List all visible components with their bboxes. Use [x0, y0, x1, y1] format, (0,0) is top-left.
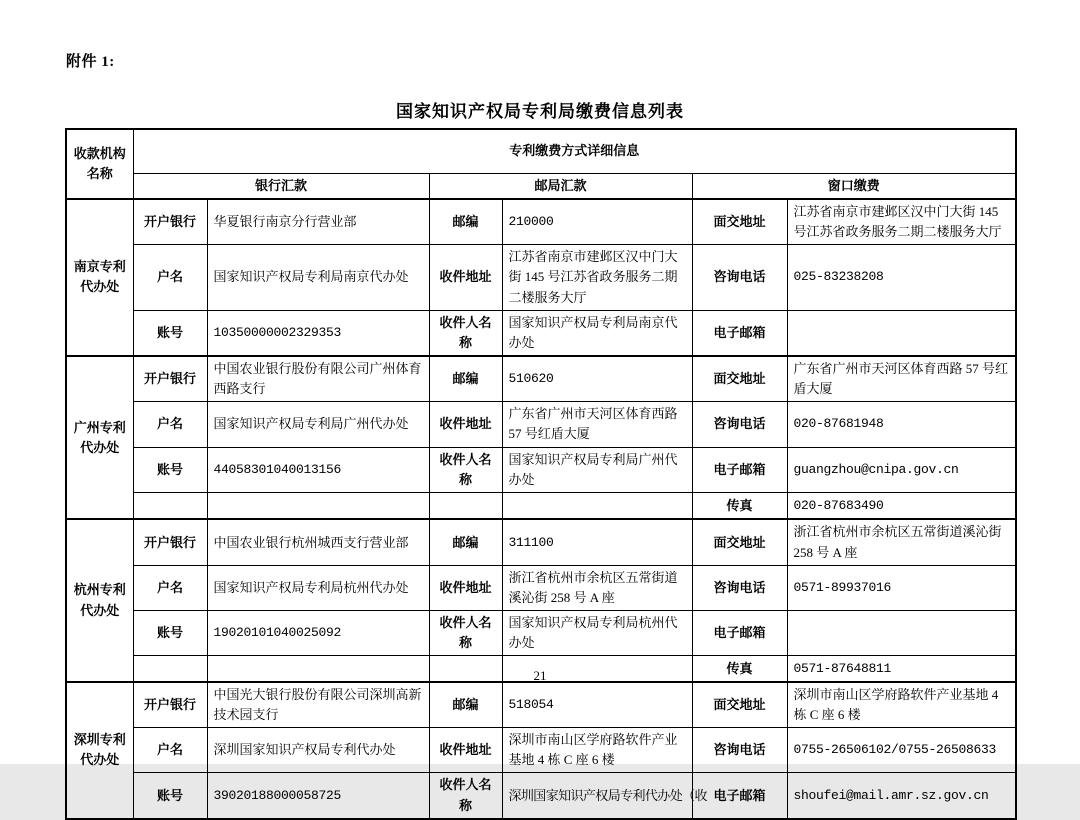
window-value-cell — [787, 611, 1016, 656]
post-value-cell: 国家知识产权局专利局南京代办处 — [502, 310, 692, 356]
post-label-cell: 收件地址 — [429, 565, 502, 610]
bank-value-cell: 深圳国家知识产权局专利代办处 — [207, 728, 429, 773]
payment-info-table — [65, 128, 1017, 820]
bank-label-cell: 户名 — [133, 565, 207, 610]
window-label-cell: 电子邮箱 — [692, 611, 787, 656]
bank-value-cell: 华夏银行南京分行营业部 — [207, 199, 429, 245]
post-value-cell: 国家知识产权局专利局广州代办处 — [502, 447, 692, 492]
header-bank-remit: 银行汇款 — [133, 173, 429, 199]
office-name-nanjing: 南京专利 代办处 — [66, 199, 133, 356]
window-value-cell: shoufei@mail.amr.sz.gov.cn — [787, 773, 1016, 819]
window-label-cell: 咨询电话 — [692, 565, 787, 610]
bank-label-cell: 开户银行 — [133, 519, 207, 565]
office-name-guangzhou: 广州专利 代办处 — [66, 356, 133, 519]
post-label-cell: 收件人名称 — [429, 773, 502, 819]
window-value-cell: 浙江省杭州市余杭区五常街道溪沁街 258 号 A 座 — [787, 519, 1016, 565]
post-label-cell: 收件人名称 — [429, 611, 502, 656]
window-value-cell: 0571-87648811 — [787, 656, 1016, 682]
post-value-cell: 国家知识产权局专利局杭州代办处 — [502, 611, 692, 656]
table-row — [66, 519, 1016, 565]
post-value-cell: 深圳国家知识产权局专利代办处（收 — [502, 773, 692, 819]
window-value-cell: 020-87681948 — [787, 402, 1016, 447]
window-label-cell: 咨询电话 — [692, 402, 787, 447]
window-value-cell: 020-87683490 — [787, 492, 1016, 519]
table-row — [66, 356, 1016, 402]
bank-value-cell: 中国农业银行股份有限公司广州体育西路支行 — [207, 356, 429, 402]
post-value-cell: 江苏省南京市建邺区汉中门大街 145 号江苏省政务服务二期二楼服务大厅 — [502, 245, 692, 310]
bank-value-cell: 中国光大银行股份有限公司深圳高新技术园支行 — [207, 682, 429, 728]
post-value-cell: 311100 — [502, 519, 692, 565]
window-value-cell: 0571-89937016 — [787, 565, 1016, 610]
page-title: 国家知识产权局专利局缴费信息列表 — [396, 102, 684, 121]
table-row — [66, 199, 1016, 245]
bank-label-cell: 账号 — [133, 447, 207, 492]
post-label-cell: 收件地址 — [429, 245, 502, 310]
window-value-cell: 025-83238208 — [787, 245, 1016, 310]
window-label-cell: 咨询电话 — [692, 245, 787, 310]
window-value-cell — [787, 310, 1016, 356]
bank-label-cell: 账号 — [133, 611, 207, 656]
bank-label-cell: 账号 — [133, 310, 207, 356]
bank-value-cell — [207, 492, 429, 519]
window-value-cell: 0755-26506102/0755-26508633 — [787, 728, 1016, 773]
bank-value-cell: 国家知识产权局专利局广州代办处 — [207, 402, 429, 447]
bank-value-cell: 中国农业银行杭州城西支行营业部 — [207, 519, 429, 565]
bank-value-cell: 39020188000058725 — [207, 773, 429, 819]
post-value-cell: 510620 — [502, 356, 692, 402]
bank-value-cell: 国家知识产权局专利局南京代办处 — [207, 245, 429, 310]
table-row — [66, 310, 1016, 356]
post-label-cell: 收件地址 — [429, 402, 502, 447]
bank-label-cell — [133, 492, 207, 519]
post-value-cell: 518054 — [502, 682, 692, 728]
header-payment-detail: 专利缴费方式详细信息 — [133, 129, 1016, 173]
bank-label-cell: 户名 — [133, 728, 207, 773]
bank-value-cell: 国家知识产权局专利局杭州代办处 — [207, 565, 429, 610]
table-row — [66, 682, 1016, 728]
page-number: 21 — [533, 668, 547, 683]
post-value-cell: 深圳市南山区学府路软件产业基地 4 栋 C 座 6 楼 — [502, 728, 692, 773]
bank-value-cell: 44058301040013156 — [207, 447, 429, 492]
table-row — [66, 565, 1016, 610]
post-label-cell: 收件地址 — [429, 728, 502, 773]
window-label-cell: 面交地址 — [692, 356, 787, 402]
window-label-cell: 电子邮箱 — [692, 447, 787, 492]
post-value-cell: 浙江省杭州市余杭区五常街道溪沁街 258 号 A 座 — [502, 565, 692, 610]
window-label-cell: 电子邮箱 — [692, 310, 787, 356]
window-value-cell: guangzhou@cnipa.gov.cn — [787, 447, 1016, 492]
bank-value-cell: 10350000002329353 — [207, 310, 429, 356]
window-value-cell: 广东省广州市天河区体育西路 57 号红盾大厦 — [787, 356, 1016, 402]
header-org-name: 收款机构 名称 — [66, 129, 133, 199]
window-label-cell: 面交地址 — [692, 199, 787, 245]
window-label-cell: 面交地址 — [692, 682, 787, 728]
table-row — [66, 773, 1016, 819]
window-label-cell: 传真 — [692, 492, 787, 519]
post-label-cell: 邮编 — [429, 682, 502, 728]
window-label-cell: 咨询电话 — [692, 728, 787, 773]
window-value-cell: 江苏省南京市建邺区汉中门大街 145 号江苏省政务服务二期二楼服务大厅 — [787, 199, 1016, 245]
window-label-cell: 电子邮箱 — [692, 773, 787, 819]
table-row — [66, 611, 1016, 656]
office-name-shenzhen: 深圳专利 代办处 — [66, 682, 133, 819]
post-label-cell: 邮编 — [429, 199, 502, 245]
bank-label-cell: 户名 — [133, 245, 207, 310]
post-value-cell — [502, 492, 692, 519]
post-value-cell: 210000 — [502, 199, 692, 245]
bank-label-cell: 开户银行 — [133, 199, 207, 245]
office-name-hangzhou: 杭州专利 代办处 — [66, 519, 133, 682]
bank-label-cell: 账号 — [133, 773, 207, 819]
post-label-cell — [429, 492, 502, 519]
post-value-cell: 广东省广州市天河区体育西路 57 号红盾大厦 — [502, 402, 692, 447]
window-label-cell: 传真 — [692, 656, 787, 682]
table-row — [66, 492, 1016, 519]
table-row — [66, 245, 1016, 310]
header-post-remit: 邮局汇款 — [429, 173, 692, 199]
post-label-cell: 邮编 — [429, 356, 502, 402]
bank-label-cell: 开户银行 — [133, 682, 207, 728]
attachment-label: 附件 1: — [66, 54, 115, 70]
post-label-cell: 收件人名称 — [429, 447, 502, 492]
bank-label-cell: 户名 — [133, 402, 207, 447]
bank-value-cell: 19020101040025092 — [207, 611, 429, 656]
window-label-cell: 面交地址 — [692, 519, 787, 565]
window-value-cell: 深圳市南山区学府路软件产业基地 4 栋 C 座 6 楼 — [787, 682, 1016, 728]
header-window-pay: 窗口缴费 — [692, 173, 1016, 199]
post-label-cell: 收件人名称 — [429, 310, 502, 356]
table-row — [66, 447, 1016, 492]
table-row — [66, 728, 1016, 773]
bank-label-cell: 开户银行 — [133, 356, 207, 402]
table-row — [66, 402, 1016, 447]
post-label-cell: 邮编 — [429, 519, 502, 565]
